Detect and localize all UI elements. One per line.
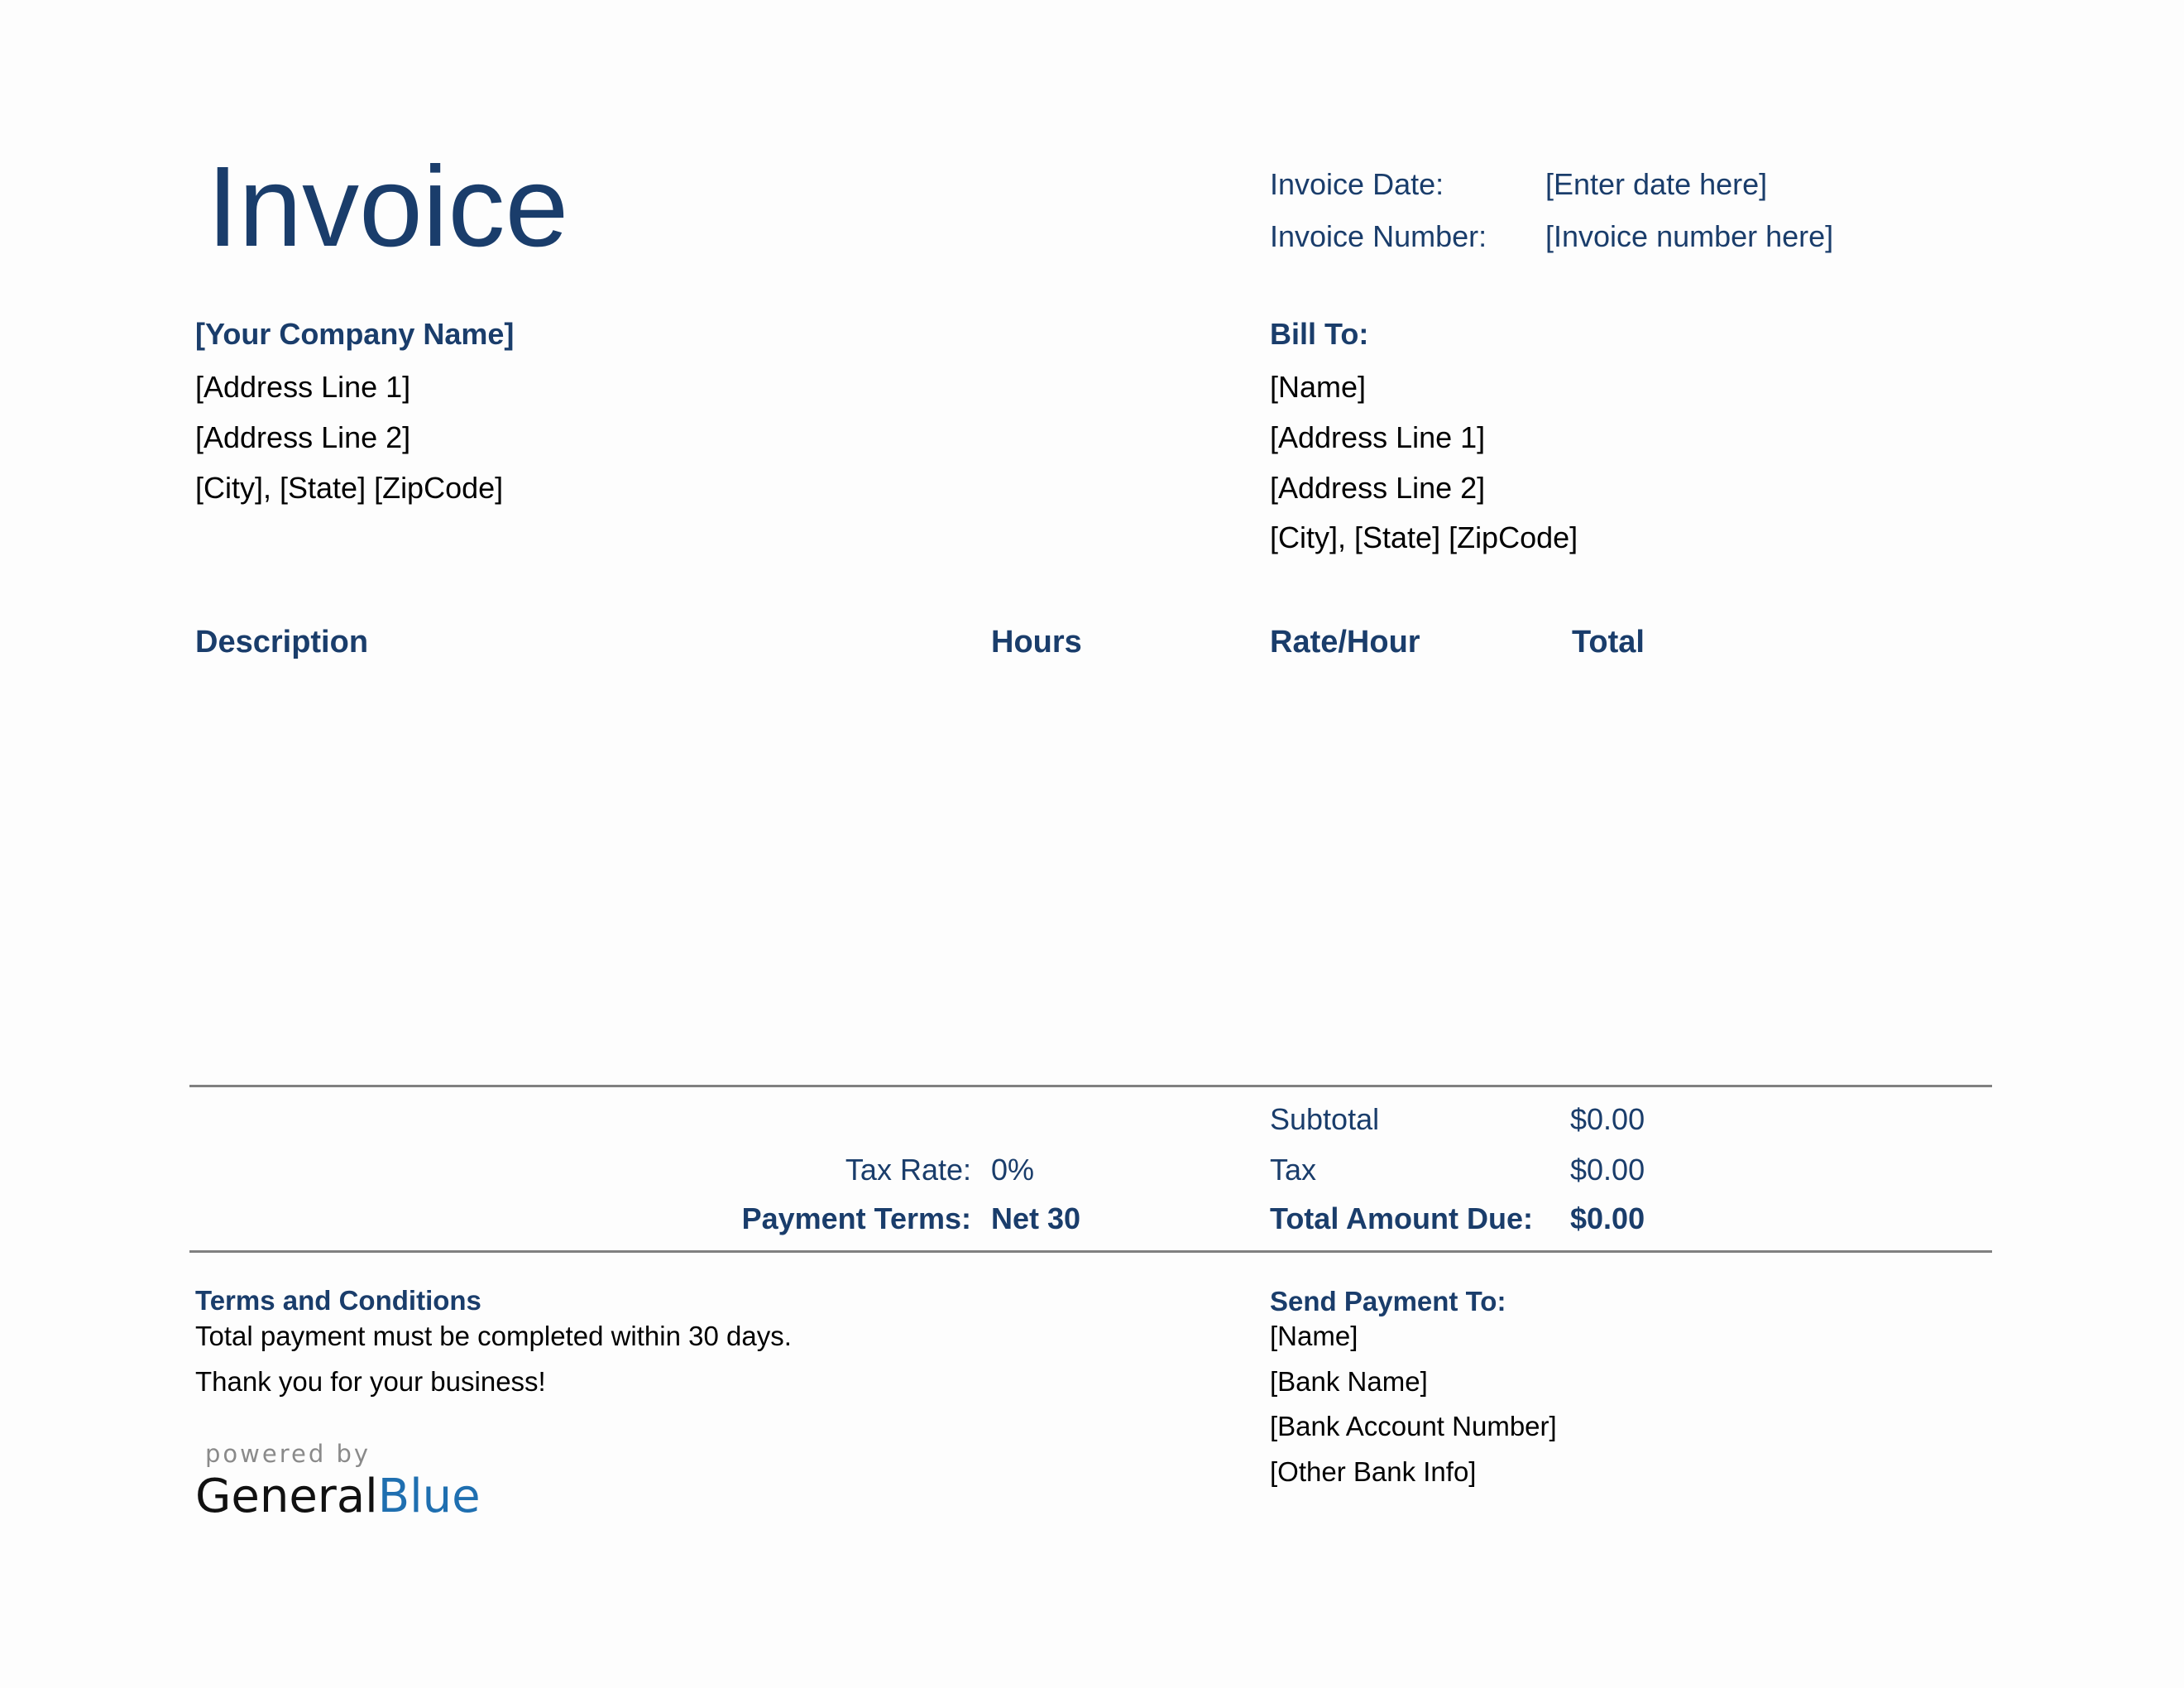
terms-heading: Terms and Conditions xyxy=(195,1285,481,1316)
bill-to-name[interactable]: [Name] xyxy=(1270,370,1367,404)
subtotal-label: Subtotal xyxy=(1270,1102,1380,1136)
tax-label: Tax xyxy=(1270,1153,1317,1187)
logo-text-general: General xyxy=(195,1470,378,1523)
column-header-total: Total xyxy=(1572,625,1645,659)
column-header-description: Description xyxy=(195,625,369,659)
subtotal-value: $0.00 xyxy=(1570,1102,1645,1136)
terms-line-1[interactable]: Total payment must be completed within 30 days. xyxy=(195,1321,792,1351)
summary-bottom-divider xyxy=(189,1250,1992,1253)
generalblue-logo[interactable] xyxy=(195,1470,481,1524)
bill-to-city-state-zip[interactable]: [City], [State] [ZipCode] xyxy=(1270,520,1578,554)
payment-account-number[interactable]: [Bank Account Number] xyxy=(1270,1411,1557,1441)
terms-line-2[interactable]: Thank you for your business! xyxy=(195,1366,546,1397)
invoice-number-label: Invoice Number: xyxy=(1270,219,1487,253)
payment-name[interactable]: [Name] xyxy=(1270,1321,1358,1351)
payment-terms-value[interactable]: Net 30 xyxy=(991,1201,1081,1235)
column-header-hours: Hours xyxy=(991,625,1082,659)
tax-value: $0.00 xyxy=(1570,1153,1645,1187)
payment-bank-name[interactable]: [Bank Name] xyxy=(1270,1366,1428,1397)
invoice-title: Invoice xyxy=(207,143,569,271)
bill-to-heading: Bill To: xyxy=(1270,317,1369,351)
invoice-date-label: Invoice Date: xyxy=(1270,167,1444,201)
tax-rate-value[interactable]: 0% xyxy=(991,1153,1035,1187)
bill-to-address-line-1[interactable]: [Address Line 1] xyxy=(1270,420,1486,454)
total-amount-due-label: Total Amount Due: xyxy=(1270,1201,1533,1235)
company-address-line-2[interactable]: [Address Line 2] xyxy=(195,420,411,454)
summary-top-divider xyxy=(189,1085,1992,1087)
company-address-line-1[interactable]: [Address Line 1] xyxy=(195,370,411,404)
payment-terms-label: Payment Terms: xyxy=(741,1201,971,1235)
column-header-rate-hour: Rate/Hour xyxy=(1270,625,1420,659)
send-payment-heading: Send Payment To: xyxy=(1270,1286,1506,1316)
payment-other-info[interactable]: [Other Bank Info] xyxy=(1270,1456,1477,1487)
line-items-area[interactable] xyxy=(189,670,1992,1076)
company-name[interactable]: [Your Company Name] xyxy=(195,317,515,351)
total-amount-due-value: $0.00 xyxy=(1570,1201,1645,1235)
tax-rate-label: Tax Rate: xyxy=(845,1153,971,1187)
invoice-date-value[interactable]: [Enter date here] xyxy=(1545,167,1768,201)
powered-by-text: powered by xyxy=(205,1440,371,1468)
invoice-number-value[interactable]: [Invoice number here] xyxy=(1545,219,1834,253)
company-city-state-zip[interactable]: [City], [State] [ZipCode] xyxy=(195,471,504,505)
bill-to-address-line-2[interactable]: [Address Line 2] xyxy=(1270,471,1486,505)
logo-text-blue: Blue xyxy=(377,1470,481,1523)
